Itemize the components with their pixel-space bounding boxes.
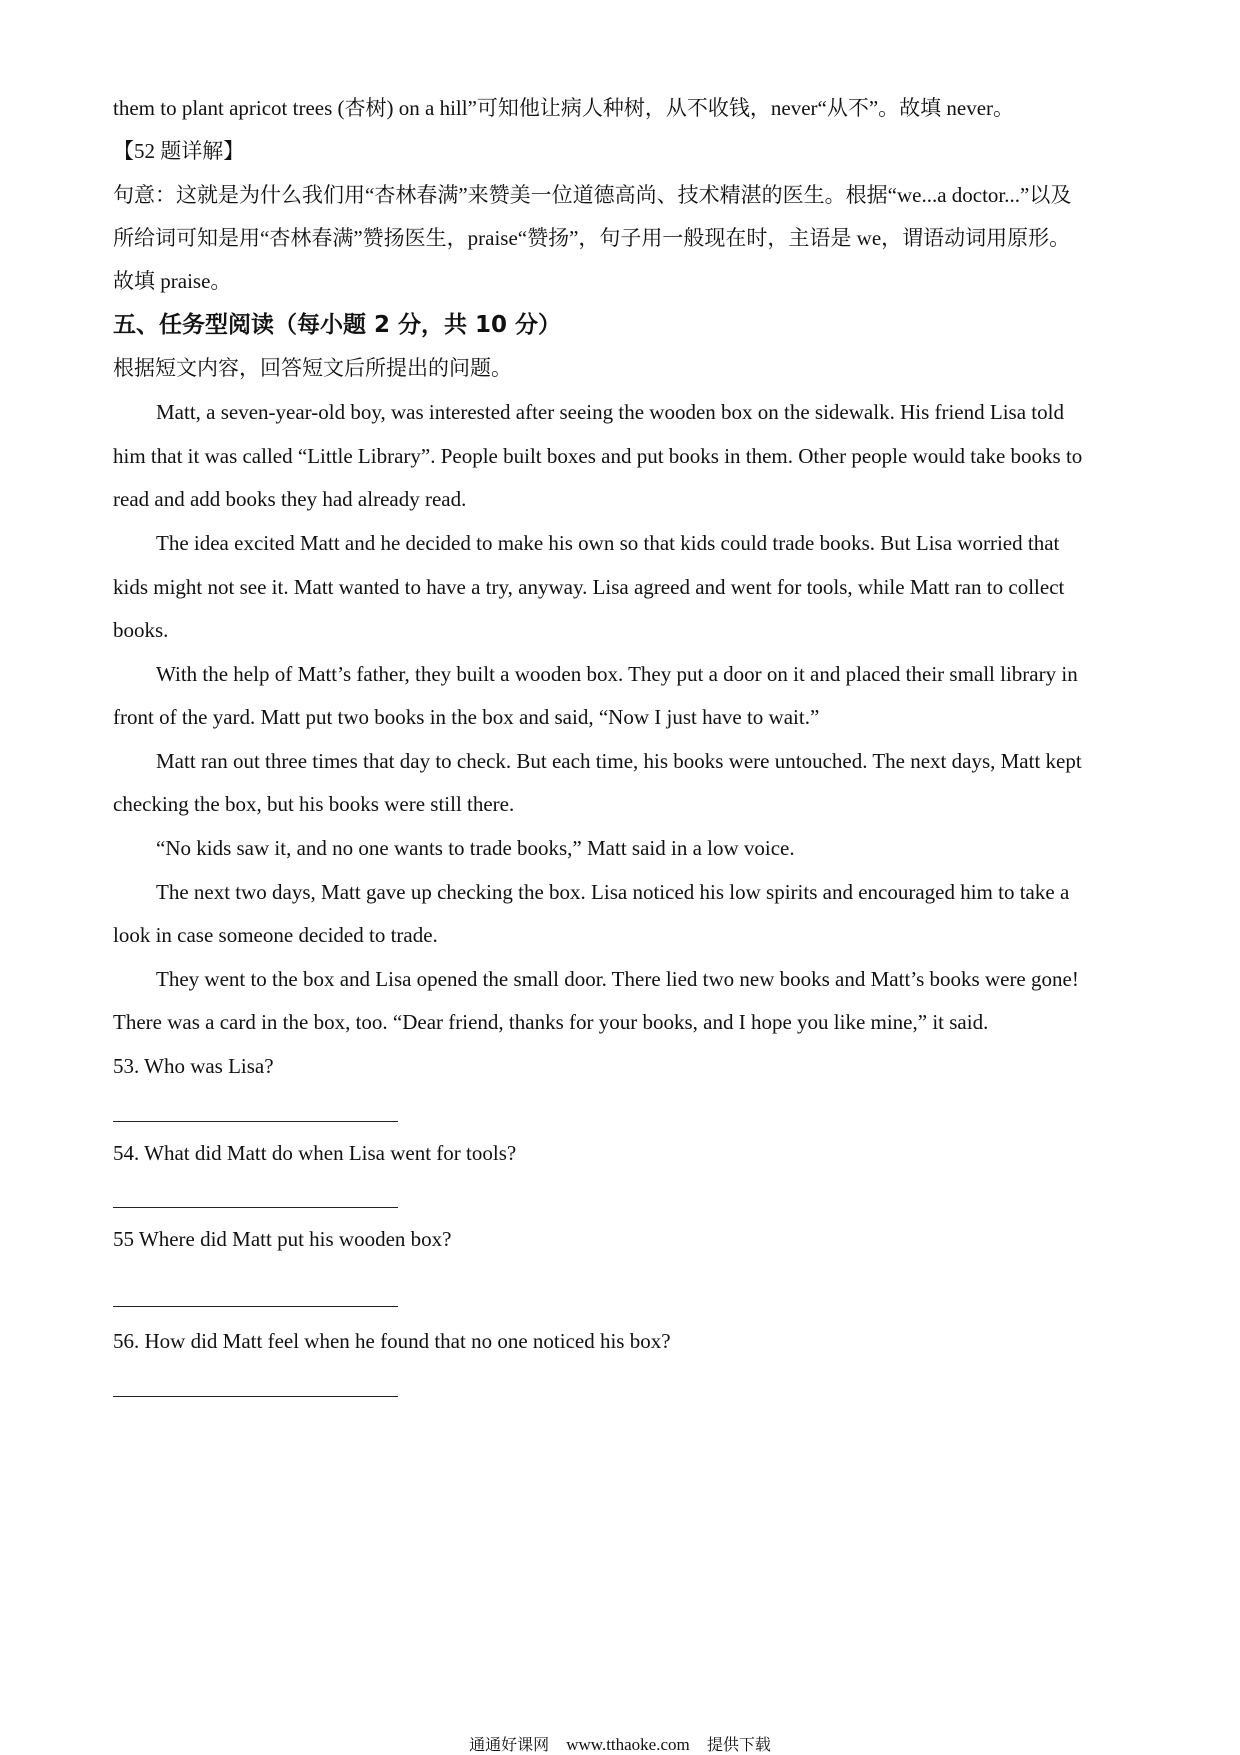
passage-line: look in case someone decided to trade. bbox=[113, 923, 438, 947]
passage-line: There was a card in the box, too. “Dear friend, thanks for your books, and I hope you like mine,” it said. bbox=[113, 1010, 989, 1034]
passage-line: books. bbox=[113, 618, 169, 642]
footer-site-name: 通通好课网 bbox=[469, 1735, 550, 1754]
question-53: 53. Who was Lisa? bbox=[113, 1054, 274, 1078]
question-56: 56. How did Matt feel when he found that no one noticed his box? bbox=[113, 1329, 671, 1353]
passage-line: Matt, a seven-year-old boy, was interested after seeing the wooden box on the sidewalk. His friend Lisa told bbox=[156, 400, 1064, 424]
answer-line-55[interactable] bbox=[113, 1306, 398, 1307]
answer-line-56[interactable] bbox=[113, 1396, 398, 1397]
footer-suffix: 提供下载 bbox=[706, 1735, 771, 1754]
question-54: 54. What did Matt do when Lisa went for tools? bbox=[113, 1141, 517, 1165]
passage-line: read and add books they had already read. bbox=[113, 487, 467, 511]
q52-detail-line: 句意：这就是为什么我们用“杏林春满”来赞美一位道德高尚、技术精湛的医生。根据“we...a doctor...”以及 bbox=[113, 183, 1072, 207]
passage-line: him that it was called “Little Library”. People built boxes and put books in them. Other people would take books to bbox=[113, 444, 1083, 468]
passage-line: “No kids saw it, and no one wants to trade books,” Matt said in a low voice. bbox=[156, 836, 795, 860]
passage-line: front of the yard. Matt put two books in the box and said, “Now I just have to wait.” bbox=[113, 705, 820, 729]
page-footer bbox=[0, 1732, 1240, 1755]
passage-line: checking the box, but his books were still there. bbox=[113, 792, 515, 816]
passage-line: Matt ran out three times that day to check. But each time, his books were untouched. The next days, Matt kept bbox=[156, 749, 1082, 773]
footer-url[interactable]: www.tthaoke.com bbox=[566, 1735, 690, 1754]
prev-explanation-line: them to plant apricot trees (杏树) on a hill”可知他让病人种树，从不收钱，never“从不”。故填 never。 bbox=[113, 96, 1015, 120]
q52-detail-title: 【52 题详解】 bbox=[113, 139, 245, 163]
section-instruction: 根据短文内容，回答短文后所提出的问题。 bbox=[113, 356, 512, 380]
passage-line: kids might not see it. Matt wanted to have a try, anyway. Lisa agreed and went for tools, while Matt ran to collect bbox=[113, 575, 1065, 599]
passage-line: With the help of Matt’s father, they built a wooden box. They put a door on it and placed their small library in bbox=[156, 662, 1078, 686]
question-55: 55 Where did Matt put his wooden box? bbox=[113, 1227, 452, 1251]
passage-line: The next two days, Matt gave up checking the box. Lisa noticed his low spirits and encouraged him to take a bbox=[156, 880, 1070, 904]
q52-detail-line: 所给词可知是用“杏林春满”赞扬医生，praise“赞扬”，句子用一般现在时，主语是 we，谓语动词用原形。 bbox=[113, 226, 1071, 250]
passage-line: The idea excited Matt and he decided to make his own so that kids could trade books. But Lisa worried that bbox=[156, 531, 1060, 555]
answer-line-53[interactable] bbox=[113, 1121, 398, 1122]
section-heading: 五、任务型阅读（每小题 2 分，共 10 分） bbox=[113, 312, 562, 338]
q52-detail-line: 故填 praise。 bbox=[113, 269, 232, 293]
passage-line: They went to the box and Lisa opened the small door. There lied two new books and Matt’s books were gone! bbox=[156, 967, 1079, 991]
answer-line-54[interactable] bbox=[113, 1207, 398, 1208]
